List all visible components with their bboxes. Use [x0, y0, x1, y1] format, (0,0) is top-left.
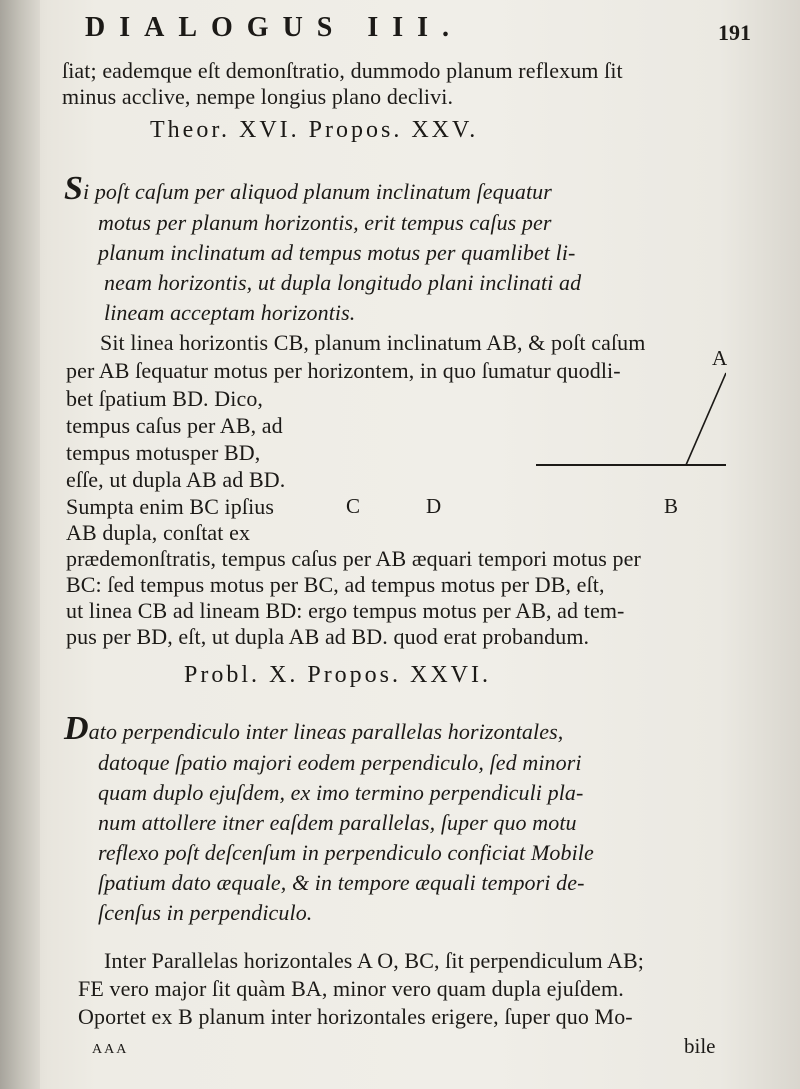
proof-line: eſſe, ut dupla AB ad BD.: [66, 467, 286, 492]
proof-line: BC: ſed tempus motus per BC, ad tempus motus per DB, eſt,: [66, 572, 605, 597]
proof-line: tempus caſus per AB, ad: [66, 413, 283, 438]
running-head-title: DIALOGUS III.: [85, 12, 464, 43]
proof-line: per AB ſequatur motus per horizontem, in quo ſumatur quodli-: [66, 358, 621, 383]
problem-line: reflexo poſt deſcenſum in perpendiculo conficiat Mobile: [98, 840, 594, 865]
theorem-line: neam horizontis, ut dupla longitudo plani inclinati ad: [104, 270, 582, 295]
theorem-line: planum inclinatum ad tempus motus per quamlibet li-: [98, 240, 576, 265]
proof-line: Sumpta enim BC ipſius: [66, 494, 275, 519]
proof-line: bet ſpatium BD. Dico,: [66, 386, 264, 411]
catchword: bile: [684, 1034, 716, 1058]
figure-label-a: A: [712, 346, 728, 370]
text-line: minus acclive, nempe longius plano declivi.: [62, 84, 454, 109]
final-line: Inter Parallelas horizontales A O, BC, ſit perpendiculum AB;: [104, 948, 645, 973]
proof-line: AB dupla, conſtat ex: [66, 520, 251, 545]
figure-label-b: B: [664, 494, 679, 518]
theorem-line-rest: i poſt caſum per aliquod planum inclinatum ſequatur: [83, 179, 552, 204]
problem-line-rest: ato perpendiculo inter lineas parallelas horizontales,: [88, 719, 564, 744]
problem-line: num attollere itner eaſdem parallelas, ſuper quo motu: [98, 810, 577, 835]
inclined-plane-figure: [536, 365, 726, 473]
page-number: 191: [718, 20, 751, 45]
signature-mark: AAA: [92, 1042, 129, 1057]
proof-line: pus per BD, eſt, ut dupla AB ad BD. quod erat probandum.: [66, 624, 590, 649]
final-line: FE vero major ſit quàm BA, minor vero quam dupla ejuſdem.: [78, 976, 624, 1001]
problem-line: ſpatium dato æquale, & in tempore æquali tempori de-: [98, 870, 585, 895]
drop-initial: S: [64, 170, 84, 207]
problem-line: datoque ſpatio majori eodem perpendiculo, ſed minori: [98, 750, 582, 775]
problem-heading: Probl. X. Propos. XXVI.: [184, 662, 492, 688]
problem-line: quam duplo ejuſdem, ex imo termino perpendiculi pla-: [98, 780, 584, 805]
figure-label-d: D: [426, 494, 442, 518]
problem-line: ſcenſus in perpendiculo.: [98, 900, 313, 925]
final-line: Oportet ex B planum inter horizontales erigere, ſuper quo Mo-: [78, 1004, 633, 1029]
drop-initial: D: [64, 710, 89, 747]
theorem-line: [64, 170, 552, 207]
figure-label-c: C: [346, 494, 361, 518]
page-gutter-shadow: [0, 0, 40, 1089]
theorem-line: lineam acceptam horizontis.: [104, 300, 356, 325]
proof-line: ut linea CB ad lineam BD: ergo tempus motus per AB, ad tem-: [66, 598, 625, 623]
theorem-heading: Theor. XVI. Propos. XXV.: [150, 117, 479, 143]
proof-line: tempus motusper BD,: [66, 440, 261, 465]
text-line: ſiat; eademque eſt demonſtratio, dummodo planum reflexum ſit: [62, 58, 623, 83]
inclined-plane-ab: [686, 373, 726, 465]
problem-line: [64, 710, 564, 747]
proof-line: prædemonſtratis, tempus caſus per AB æquari tempori motus per: [66, 546, 641, 571]
proof-line: Sit linea horizontis CB, planum inclinatum AB, & poſt caſum: [100, 330, 646, 355]
theorem-line: motus per planum horizontis, erit tempus caſus per: [98, 210, 552, 235]
